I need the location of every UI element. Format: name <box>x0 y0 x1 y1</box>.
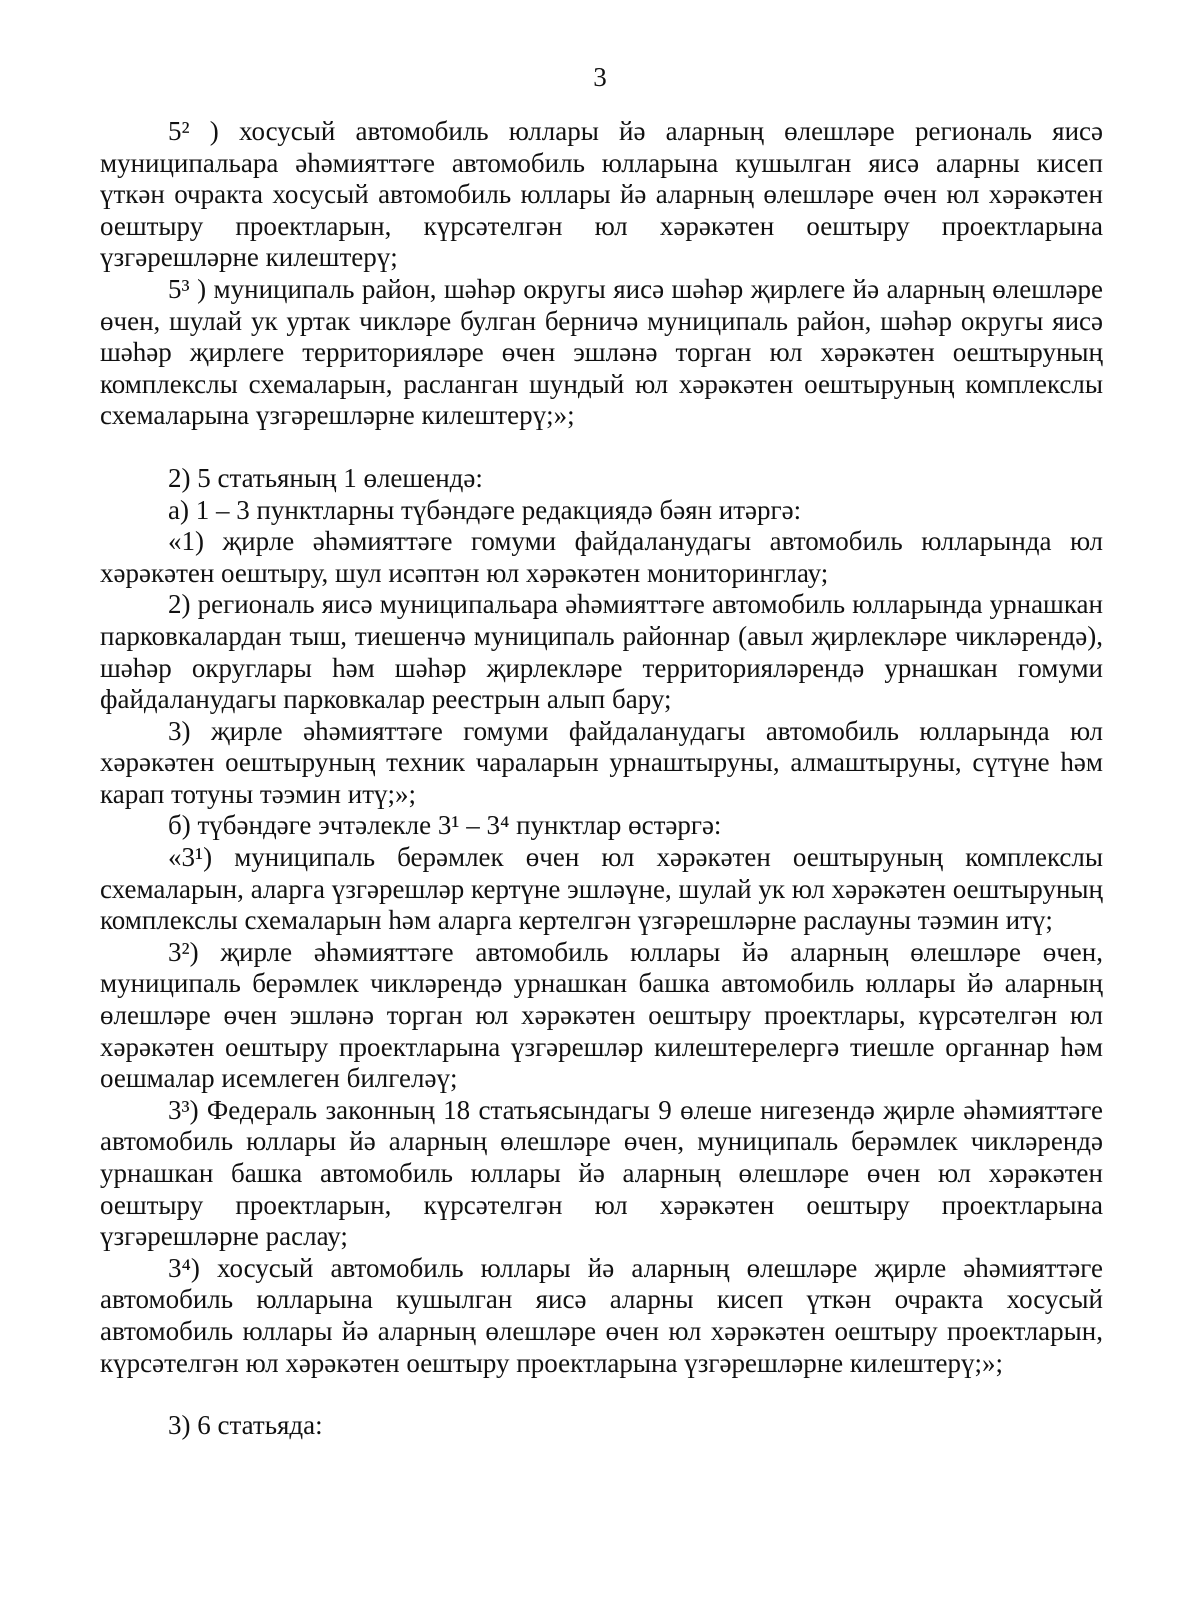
paragraph-item-2: 2) 5 статьяның 1 өлешендә: <box>168 462 483 493</box>
paragraph-5-2: 5² ) хосусый автомобиль юллары йә аларның өлешләре региональ яисә муниципальара әһәмияттәге автомобиль юлларына кушылган яисә аларны кисеп үткән очракта хосусый автомобиль юллары йә аларның өлешләре өчен юл хәрәкәтен оештыру проектларын, күрсәтелгән юл хәрәкәтен оештыру проектларына үзгәрешләрне килештерү; <box>100 116 1103 273</box>
paragraph-point-3-3: 3³) Федераль законның 18 статьясындагы 9 өлеше нигезендә җирле әһәмияттәге автомобиль юллары йә аларның өлешләре өчен, муниципаль берәмлек чикләрендә урнашкан башка автомобиль юллары йә аларның өлешләре өчен юл хәрәкәтен оештыру проектларын, күрсәтелгән юл хәрәкәтен оештыру проектларына үзгәрешләрне раслау; <box>100 1094 1103 1252</box>
paragraph-point-3: 3) җирле әһәмияттәге гомуми файдаланудагы автомобиль юлларында юл хәрәкәтен оештыруның техник чараларын урнаштыруны, алмаштыруны, сүтүне һәм карап тотуны тәэмин итү;»; <box>100 715 1103 809</box>
page-number: 3 <box>593 62 607 92</box>
paragraph-point-3-4: 3⁴) хосусый автомобиль юллары йә аларның өлешләре җирле әһәмияттәге автомобиль юлларына кушылган яисә аларны кисеп үткән очракта хосусый автомобиль юллары йә аларның өлешләре өчен юл хәрәкәтен оештыру проектларын, күрсәтелгән юл хәрәкәтен оештыру проектларына үзгәрешләрне килештерү;»; <box>100 1252 1103 1378</box>
paragraph-point-3-2: 3²) җирле әһәмияттәге автомобиль юллары йә аларның өлешләре өчен, муниципаль берәмлек чикләрендә урнашкан башка автомобиль юллары йә аларның өлешләре өчен эшләнә торган юл хәрәкәтен оештыру проектлары, күрсәтелгән юл хәрәкәтен оештыру проектларына үзгәрешләр килештерелергә тиешле органнар һәм оешмалар исемлеген билгеләү; <box>100 936 1103 1094</box>
paragraph-point-3-1: «3¹) муниципаль берәмлек өчен юл хәрәкәтен оештыруның комплекслы схемаларын, аларга үзгәрешләр кертүне эшләүне, шулай ук юл хәрәкәтен оештыруның комплекслы схемаларын һәм аларга кертелгән үзгәрешләрне раслауны тәэмин итү; <box>100 842 1103 936</box>
paragraph-point-1: «1) җирле әһәмияттәге гомуми файдаланудагы автомобиль юлларында юл хәрәкәтен оештыру, шул исәптән юл хәрәкәтен мониторинглау; <box>100 526 1103 588</box>
paragraph-point-2: 2) региональ яисә муниципальара әһәмияттәге автомобиль юлларында урнашкан парковкалардан тыш, тиешенчә муниципаль районнар (авыл җирлекләре чикләрендә), шәһәр округлары һәм шәһәр җирлекләре территорияләрендә урнашкан гомуми файдаланудагы парковкалар реестрын алып бару; <box>100 589 1103 715</box>
paragraph-item-b: б) түбәндәге эчтәлекле 3¹ – 3⁴ пунктлар өстәргә: <box>168 810 722 841</box>
paragraph-gap <box>100 432 1103 463</box>
paragraph-5-3: 5³ ) муниципаль район, шәһәр округы яисә шәһәр җирлеге йә аларның өлешләре өчен, шулай ук уртак чикләре булган берничә муниципаль район, шәһәр округы яисә шәһәр җирлеге территорияләре өчен эшләнә торган юл хәрәкәтен оештыруның комплекслы схемаларын, расланган шундый юл хәрәкәтен оештыруның комплекслы схемаларына үзгәрешләрне килештерү;»; <box>100 273 1103 431</box>
document-body <box>100 116 1103 1442</box>
paragraph-gap <box>100 1379 1103 1410</box>
paragraph-item-a: а) 1 – 3 пунктларны түбәндәге редакциядә бәян итәргә: <box>168 494 802 525</box>
paragraph-item-3: 3) 6 статьяда: <box>168 1410 323 1441</box>
